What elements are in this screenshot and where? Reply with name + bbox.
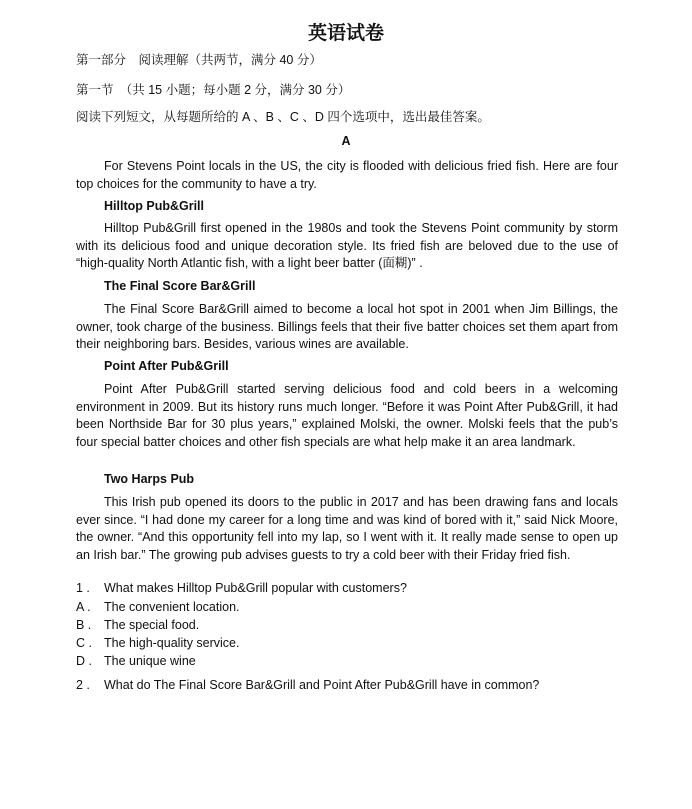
section-text-hilltop: Hilltop Pub&Grill first opened in the 1980s and took the Stevens Point community by storm with its delicious food and unique decoration style. Its fried fish are beloved due to the use of “high-quality North Atlantic fish, with a light beer batter (面糊)” . <box>76 221 618 270</box>
option-a[interactable] <box>76 600 240 614</box>
option-text: The unique wine <box>104 654 196 668</box>
section-heading-hilltop: Hilltop Pub&Grill <box>104 199 204 213</box>
question-text: What do The Final Score Bar&Grill and Point After Pub&Grill have in common? <box>104 678 540 692</box>
section-heading: 第一节 （共 15 小题；每小题 2 分，满分 30 分） <box>76 83 351 97</box>
question-number: 2 . <box>76 678 90 692</box>
option-label: A . <box>76 600 91 614</box>
passage-label: A <box>341 134 351 148</box>
section-heading-final-score: The Final Score Bar&Grill <box>104 279 256 293</box>
instruction-text: 阅读下列短文，从每题所给的 A 、B 、C 、D 四个选项中，选出最佳答案。 <box>76 110 490 124</box>
section-heading-point-after: Point After Pub&Grill <box>104 359 229 373</box>
section-text-two-harps: This Irish pub opened its doors to the public in 2017 and has been drawing fans and locals ever since. “I had done my career for a long time and was kind of bored with it,” said Nick Moore, the owner. “And this opportunity fell into my lap, so I went with it. It really made sense to open up an Irish bar.” The growing pub advises guests to try a cold beer with their Friday fried fish. <box>76 495 618 562</box>
option-text: The convenient location. <box>104 600 240 614</box>
question-1 <box>76 581 407 595</box>
page-title: 英语试卷 <box>307 23 384 44</box>
question-number: 1 . <box>76 581 90 595</box>
option-text: The special food. <box>104 618 200 632</box>
option-b[interactable] <box>76 618 199 632</box>
option-label: C . <box>76 636 92 650</box>
option-c[interactable] <box>76 636 239 650</box>
question-text: What makes Hilltop Pub&Grill popular with customers? <box>104 581 407 595</box>
option-d[interactable] <box>76 654 196 668</box>
option-label: D . <box>76 654 92 668</box>
question-2 <box>76 678 539 692</box>
option-label: B . <box>76 618 92 632</box>
part-heading: 第一部分 阅读理解（共两节，满分 40 分） <box>76 53 322 67</box>
section-text-point-after: Point After Pub&Grill started serving delicious food and cold beers in a welcoming environment in 2009. But its history runs much longer. “Before it was Point After Pub&Grill, it had been Northside Bar for 30 plus years,” explained Molski, the owner. Molski feels that the pub’s four special batter choices and other fish specials are what help make it an area landmark. <box>76 382 618 449</box>
section-heading-two-harps: Two Harps Pub <box>104 472 195 486</box>
section-text-final-score: The Final Score Bar&Grill aimed to become a local hot spot in 2001 when Jim Billings, the owner, took charge of the business. Billings feels that their five batter choices set them apart from their neighboring bars. Besides, various wines are available. <box>76 302 618 351</box>
intro-paragraph: For Stevens Point locals in the US, the city is flooded with delicious fried fish. Here are four top choices for the community to have a try. <box>76 159 618 191</box>
option-text: The high-quality service. <box>104 636 240 650</box>
